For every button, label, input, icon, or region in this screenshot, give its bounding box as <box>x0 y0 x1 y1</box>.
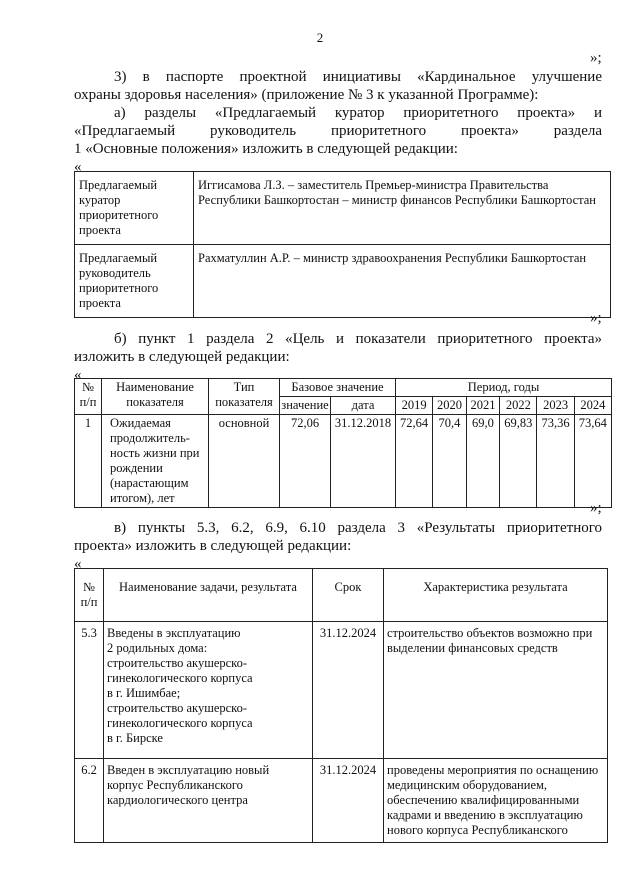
header-num: № п/п <box>75 379 102 415</box>
cell-name-line: гинекологического корпуса <box>107 671 253 685</box>
header-base-date: дата <box>331 397 396 415</box>
curator-table <box>74 171 611 318</box>
table-row <box>75 172 611 245</box>
cell-name-line: кардиологического центра <box>107 793 248 807</box>
item-c-line-1: в) пункты 5.3, 6.2, 6.9, 6.10 раздела 3 «Результаты приоритетного <box>114 520 602 536</box>
cell-term: 31.12.2024 <box>313 759 384 843</box>
cell-name-line: гинекологического корпуса <box>107 716 253 730</box>
closing-quote: »; <box>590 310 602 326</box>
table-row <box>75 622 608 759</box>
cell-name-line: 2 родильных дома: <box>107 641 208 655</box>
cell-num: 5.3 <box>75 622 104 759</box>
cell-base-date: 31.12.2018 <box>331 415 396 508</box>
item-c-line-2: проекта» изложить в следующей редакции: <box>74 538 352 554</box>
cell-name-line: в г. Бирске <box>107 731 163 745</box>
page-number: 2 <box>316 30 324 45</box>
header-term: Срок <box>313 569 384 622</box>
cell-year-value: 70,4 <box>433 415 467 508</box>
table-header-row <box>75 379 612 397</box>
table-cell-value: Иггисамова Л.З. – заместитель Премьер-министра Правительства Республики Башкортостан – министр финансов Республики Башкортостан <box>194 172 611 245</box>
header-year: 2023 <box>537 397 574 415</box>
cell-num: 6.2 <box>75 759 104 843</box>
cell-name-line: в г. Ишимбае; <box>107 686 181 700</box>
cell-name-line: строительство акушерско- <box>107 701 248 715</box>
table-cell-label: Предлагаемый руководитель приоритетного проекта <box>75 245 194 318</box>
table-cell-value: Рахматуллин А.Р. – министр здравоохранения Республики Башкортостан <box>194 245 611 318</box>
open-quote: « <box>74 367 82 383</box>
cell-year-value: 73,64 <box>574 415 611 508</box>
header-year: 2020 <box>433 397 467 415</box>
cell-result: строительство объектов возможно при выделении финансовых средств <box>384 622 608 759</box>
table-row <box>75 245 611 318</box>
cell-name-line: корпус Республиканского <box>107 778 243 792</box>
item-a-line-2: «Предлагаемый руководитель приоритетного проекта» раздела <box>74 123 602 139</box>
closing-quote: »; <box>590 50 602 66</box>
cell-name: Ожидаемая продолжитель-ность жизни при рождении (нарастающим итогом), лет <box>102 415 209 508</box>
header-year: 2024 <box>574 397 611 415</box>
results-table <box>74 568 608 843</box>
cell-name <box>104 622 313 759</box>
header-base-value: значение <box>280 397 331 415</box>
cell-name-line: строительство акушерско- <box>107 656 248 670</box>
header-year: 2019 <box>396 397 433 415</box>
cell-result: проведены мероприятия по оснащению медицинским оборудованием, обеспечению квалифицированными кадрами и введению в эксплуатацию нового корпуса Республиканского <box>384 759 608 843</box>
table-row <box>75 759 608 843</box>
cell-type: основной <box>209 415 280 508</box>
cell-year-value: 72,64 <box>396 415 433 508</box>
item-a-line-3: 1 «Основные положения» изложить в следующей редакции: <box>74 141 458 157</box>
item-3-line-1: 3) в паспорте проектной инициативы «Кардинальное улучшение <box>114 69 602 85</box>
cell-name-line: Введены в эксплуатацию <box>107 626 241 640</box>
table-row <box>75 415 612 508</box>
item-a-line-1: а) разделы «Предлагаемый куратор приоритетного проекта» и <box>114 105 602 121</box>
header-result: Характеристика результата <box>384 569 608 622</box>
item-b-line-2: изложить в следующей редакции: <box>74 349 290 365</box>
item-b-line-1: б) пункт 1 раздела 2 «Цель и показатели приоритетного проекта» <box>114 331 602 347</box>
cell-base-value: 72,06 <box>280 415 331 508</box>
cell-num: 1 <box>75 415 102 508</box>
header-type: Тип показателя <box>209 379 280 415</box>
cell-year-value: 69,83 <box>500 415 537 508</box>
open-quote: « <box>74 556 82 572</box>
table-header-row <box>75 569 608 622</box>
indicator-table <box>74 378 612 508</box>
cell-year-value: 73,36 <box>537 415 574 508</box>
header-name: Наименование задачи, результата <box>104 569 313 622</box>
cell-name <box>104 759 313 843</box>
cell-term: 31.12.2024 <box>313 622 384 759</box>
header-year: 2022 <box>500 397 537 415</box>
header-year: 2021 <box>466 397 500 415</box>
header-num: № п/п <box>75 569 104 622</box>
cell-year-value: 69,0 <box>466 415 500 508</box>
header-name: Наименование показателя <box>102 379 209 415</box>
table-cell-label: Предлагаемый куратор приоритетного проекта <box>75 172 194 245</box>
header-period: Период, годы <box>396 379 612 397</box>
cell-name-line: Введен в эксплуатацию новый <box>107 763 270 777</box>
header-base: Базовое значение <box>280 379 396 397</box>
item-3-line-2: охраны здоровья населения» (приложение № 3 к указанной Программе): <box>74 87 539 103</box>
closing-quote: »; <box>590 500 602 516</box>
open-quote: « <box>74 159 82 175</box>
